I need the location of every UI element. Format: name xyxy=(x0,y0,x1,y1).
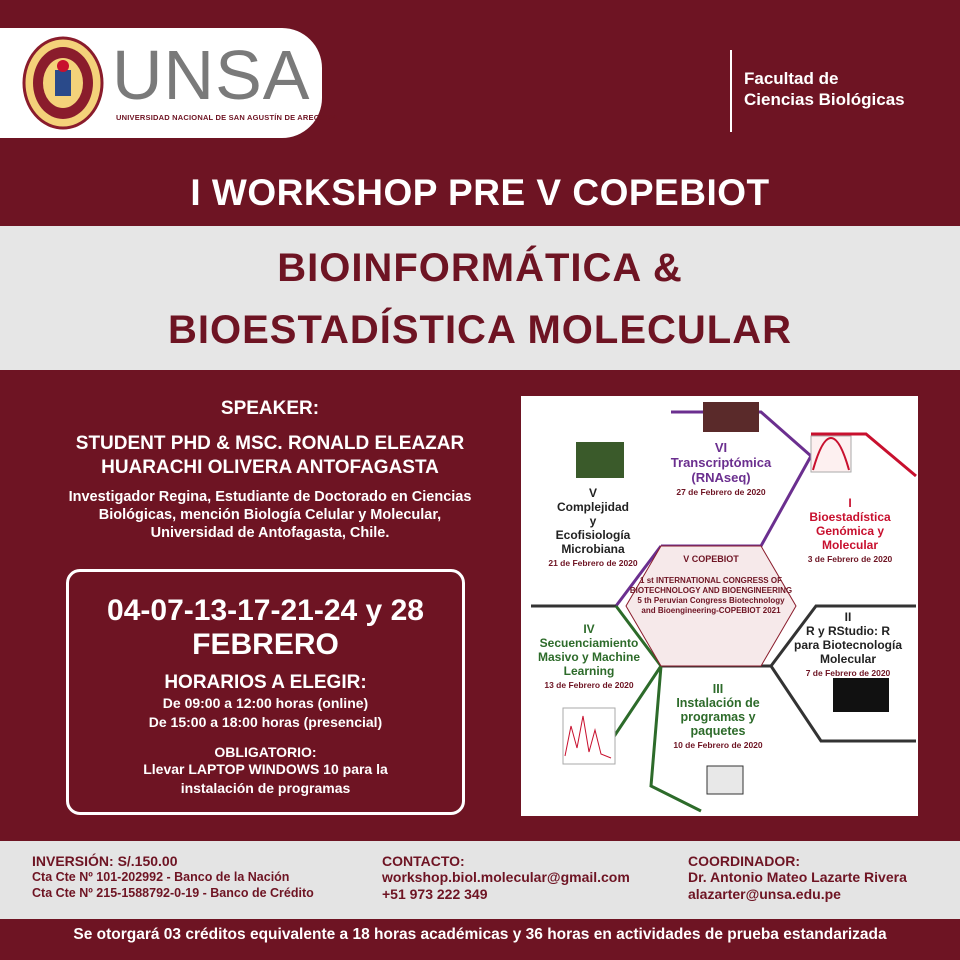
subtitle-line-1: BIOINFORMÁTICA & xyxy=(277,246,683,290)
module-ii: II R y RStudio: R para Biotecnología Molecular 7 de Febrero de 2020 xyxy=(793,610,903,678)
contact-phone[interactable]: +51 973 222 349 xyxy=(382,886,488,902)
contacto-block: CONTACTO: workshop.biol.molecular@gmail.com +51 973 222 349 xyxy=(382,853,630,902)
modules-infographic xyxy=(521,396,918,816)
unsa-wordmark: UNSA xyxy=(112,36,311,114)
contact-email[interactable]: workshop.biol.molecular@gmail.com xyxy=(382,869,630,885)
speaker-section xyxy=(30,398,510,542)
module-iv: IV Secuenciamiento Masivo y Machine Learning 13 de Febrero de 2020 xyxy=(537,622,641,690)
subtitle-band xyxy=(0,226,960,370)
dates: 04-07-13-17-21-24 y 28 FEBRERO xyxy=(107,594,424,661)
horario-online: De 09:00 a 12:00 horas (online) xyxy=(162,695,369,711)
inversion-block: INVERSIÓN: S/.150.00 Cta Cte Nº 101-202992 - Banco de la Nación Cta Cte Nº 215-1588792-0-19 - Banco de Crédito xyxy=(32,853,314,900)
footer-info xyxy=(0,841,960,919)
faculty-name: Facultad de Ciencias Biológicas xyxy=(744,69,905,109)
workshop-title: I WORKSHOP PRE V COPEBIOT xyxy=(190,172,770,213)
module-i: I Bioestadística Genómica y Molecular 3 de Febrero de 2020 xyxy=(807,496,893,564)
obligatorio-text: Llevar LAPTOP WINDOWS 10 para la instalación de programas xyxy=(143,761,388,796)
coordinator-email[interactable]: alazarter@unsa.edu.pe xyxy=(688,886,841,902)
unsa-fullname: UNIVERSIDAD NACIONAL DE SAN AGUSTÍN DE AREQUIPA xyxy=(116,113,338,122)
subtitle-line-2: BIOESTADÍSTICA MOLECULAR xyxy=(168,308,792,352)
header-divider xyxy=(730,50,732,132)
schedule-box xyxy=(66,569,465,815)
module-iii: III Instalación de programas y paquetes 10 de Febrero de 2020 xyxy=(673,682,763,750)
center-logo: V COPEBIOT xyxy=(683,554,739,564)
speaker-heading: SPEAKER: xyxy=(220,398,320,419)
unsa-logo xyxy=(0,28,338,138)
module-vi: VI Transcriptómica (RNAseq) 27 de Febrero de 2020 xyxy=(670,440,772,497)
coordinador-block: COORDINADOR: Dr. Antonio Mateo Lazarte Rivera alazarter@unsa.edu.pe xyxy=(688,853,907,902)
center-text: 1 st INTERNATIONAL CONGRESS OF BIOTECHNOLOGY AND BIOENGINEERING 5 th Peruvian Congress Biotechnology and Bioengineering-COPEBIOT 2021 xyxy=(629,576,793,615)
speaker-description: Investigador Regina, Estudiante de Doctorado en Ciencias Biológicas, mención Biología Celular y Molecular, Universidad de Antofagasta, Chile. xyxy=(68,489,472,541)
obligatorio-heading: OBLIGATORIO: xyxy=(214,744,317,760)
university-seal-icon xyxy=(22,36,104,130)
horario-presencial: De 15:00 a 18:00 horas (presencial) xyxy=(148,714,383,730)
credits-note: Se otorgará 03 créditos equivalente a 18 horas académicas y 36 horas en actividades de prueba estandarizada xyxy=(73,926,887,943)
speaker-name: STUDENT PHD & MSC. RONALD ELEAZAR HUARACHI OLIVERA ANTOFAGASTA xyxy=(75,433,465,478)
horarios-heading: HORARIOS A ELEGIR: xyxy=(164,672,367,693)
module-v: V Complejidad y Ecofisiología Microbiana 21 de Febrero de 2020 xyxy=(548,486,638,568)
